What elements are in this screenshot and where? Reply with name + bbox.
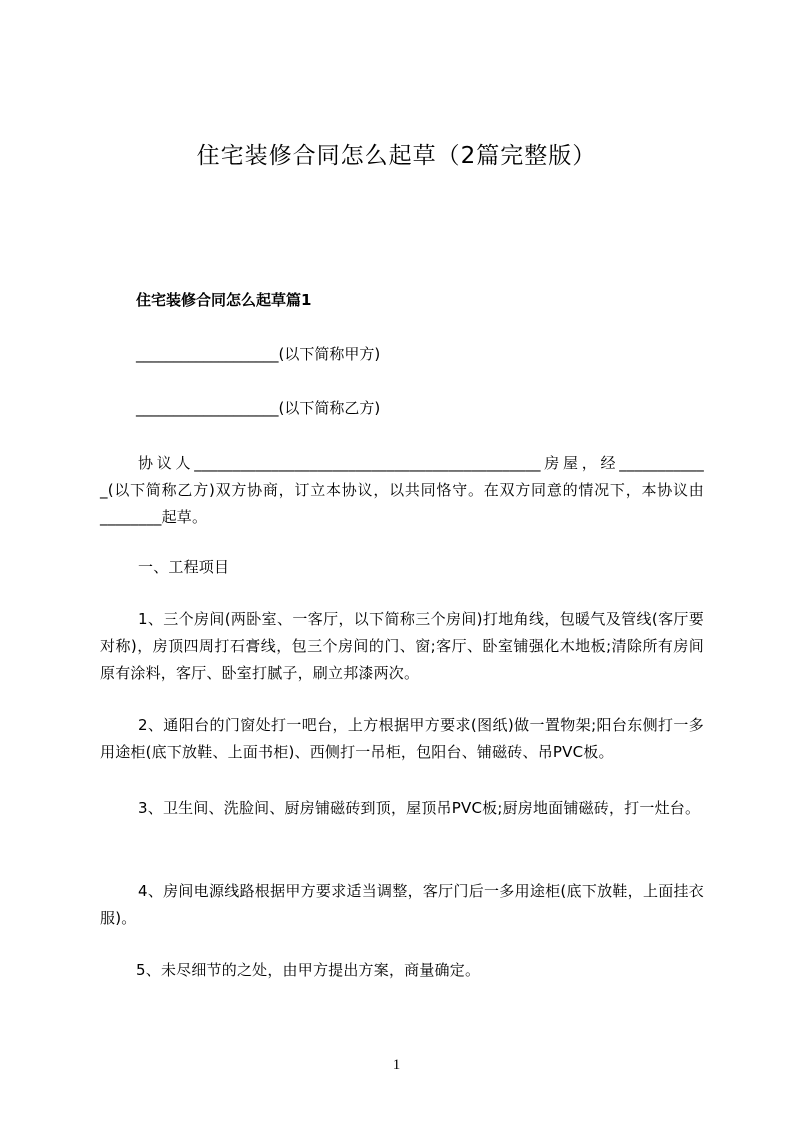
page-number: 1 [392,1057,401,1073]
item-paragraph-2: 2、通阳台的门窗处打一吧台，上方根据甲方要求(图纸)做一置物架;阳台东侧打一多用途柜(底下放鞋、上面书柜)、西侧打一吊柜，包阳台、铺磁砖、吊PVC板。 [100,716,704,761]
document-title: 住宅装修合同怎么起草（2篇完整版） [196,143,597,169]
item-paragraph-3: 3、卫生间、洗脸间、厨房铺磁砖到顶，屋顶吊PVC板;厨房地面铺磁砖，打一灶台。 [138,799,701,817]
agreement-paragraph: 协议人_____________________________________________房屋，经___________ _(以下简称乙方)双方协商，订立本协议，以共同恪守。在双方同意的情况下，本协议由________起草。 [100,454,704,526]
party-b-line: ___________________(以下简称乙方) [136,399,381,417]
item-paragraph-1: 1、三个房间(两卧室、一客厅，以下简称三个房间)打地角线，包暖气及管线(客厅要对称)，房顶四周打石膏线，包三个房间的门、窗;客厅、卧室铺强化木地板;清除所有房间原有涂料，客厅、卧室打腻子，刷立邦漆两次。 [100,610,704,682]
item-paragraph-4: 4、房间电源线路根据甲方要求适当调整，客厅门后一多用途柜(底下放鞋，上面挂衣服)。 [100,882,704,927]
item-paragraph-5: 5、未尽细节的之处，由甲方提出方案，商量确定。 [136,961,481,979]
chapter-heading: 一、工程项目 [138,558,230,576]
party-a-line: ___________________(以下简称甲方) [136,345,381,363]
section-heading: 住宅装修合同怎么起草篇1 [136,291,312,309]
